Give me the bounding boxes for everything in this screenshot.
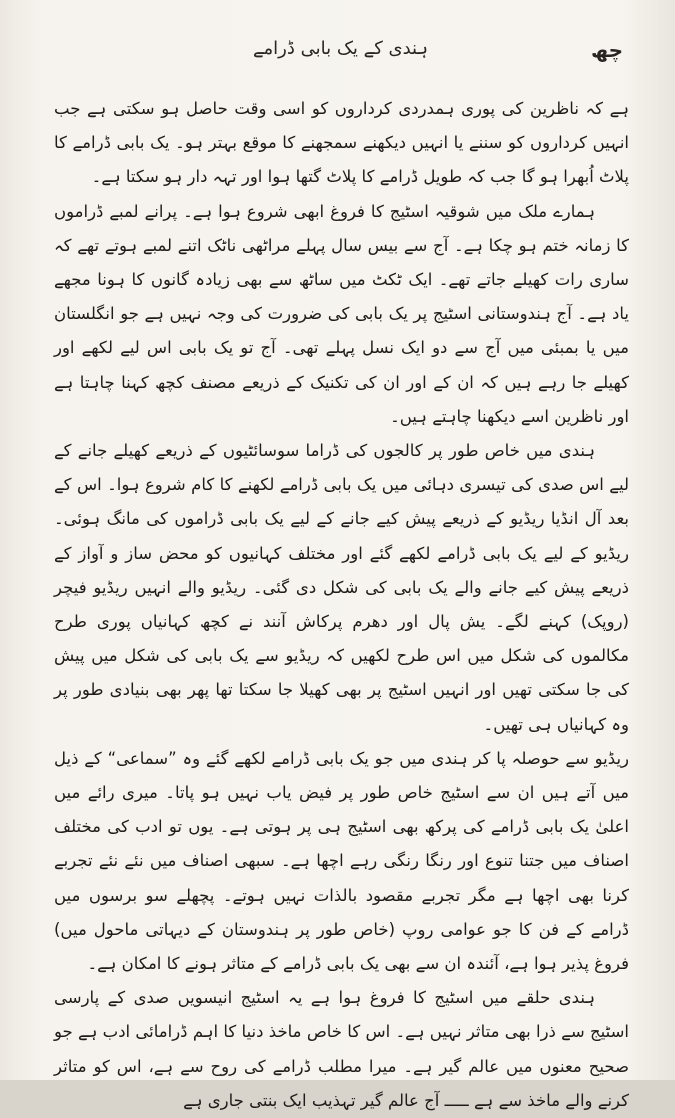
page-header bbox=[58, 38, 623, 70]
paragraph-4: ریڈیو سے حوصلہ پا کر ہندی میں جو یک بابی ڈرامے لکھے گئے وہ ”سماعی“ کے ذیل میں آتے ہیں ان سے اسٹیج خاص طور پر فیض یاب نہیں ہو پاتا۔ میری رائے میں اعلیٰ یک بابی ڈرامے کی پرکھ بھی اسٹیج ہی پر ہوتی ہے۔ یوں تو ادب کی مختلف اصناف میں جتنا تنوع اور رنگا رنگی رہے اچھا ہے۔ سبھی اصناف میں نئے نئے تجربے کرنا بھی اچھا ہے مگر تجربے مقصود بالذات نہیں ہوتے۔ پچھلے سو برسوں میں ڈرامے کے فن کا جو عوامی روپ (خاص طور پر ہندوستان کے دیہاتی ماحول میں) فروغ پذیر ہوا ہے، آئندہ ان سے بھی یک بابی ڈرامے کے متاثر ہونے کا امکان ہے۔ bbox=[54, 748, 629, 974]
paragraph-1: ہے کہ ناظرین کی پوری ہمدردی کرداروں کو اسی وقت حاصل ہو سکتی ہے جب انہیں کرداروں کو سننے یا انہیں دیکھنے سمجھنے کا موقع بہتر ہو۔ یک بابی ڈرامے کا پلاٹ اُبھرا ہو گا جب کہ طویل ڈرامے کا پلاٹ گتھا ہوا اور تہہ دار ہو سکتا ہے۔ bbox=[54, 99, 629, 187]
running-title: ہندی کے یک بابی ڈرامے bbox=[252, 38, 429, 59]
body-text bbox=[54, 92, 629, 1118]
paragraph-3: ہندی میں خاص طور پر کالجوں کی ڈراما سوسائٹیوں کے ذریعے کھیلے جانے کے لیے اس صدی کی تیسری دہائی میں یک بابی ڈرامے لکھنے کا کام شروع ہوا۔ اس کے بعد آل انڈیا ریڈیو کے ذریعے پیش کیے جانے کے لیے یک بابی ڈراموں کی مانگ ہوئی۔ ریڈیو کے لیے یک بابی ڈرامے لکھے گئے اور مختلف کہانیوں کو محض ساز و آواز کے ذریعے پیش کیے جانے والے یک بابی کی شکل دی گئی۔ ریڈیو والے انہیں ریڈیو فیچر (روپک) کہنے لگے۔ یش پال اور دھرم پرکاش آنند نے کچھ کہانیاں پوری طرح مکالموں کی شکل میں اس طرح لکھیں کہ ریڈیو سے یک بابی کی شکل میں پیش کی جا سکتی تھیں اور انہیں اسٹیج پر بھی کھیلا جا سکتا تھا پھر بھی بنیادی طور پر وہ کہانیاں ہی تھیں۔ bbox=[54, 441, 629, 734]
paragraph-5: ہندی حلقے میں اسٹیج کا فروغ ہوا ہے یہ اسٹیج انیسویں صدی کے پارسی اسٹیج سے ذرا بھی متاثر نہیں ہے۔ اس کا خاص ماخذ دنیا کا اہم ڈرامائی ادب ہے جو صحیح معنوں میں عالم گیر ہے۔ میرا مطلب ڈرامے کی روح سے ہے، اس کو متاثر کرنے والے ماخذ سے ہے ـــــ آج عالم گیر تہذیب ایک بنتی جاری ہے bbox=[54, 988, 629, 1110]
page-number: چھ bbox=[590, 38, 623, 62]
paragraph-2: ہمارے ملک میں شوقیہ اسٹیج کا فروغ ابھی شروع ہوا ہے۔ پرانے لمبے ڈراموں کا زمانہ ختم ہو چکا ہے۔ آج سے بیس سال پہلے مراٹھی ناٹک اتنے لمبے ہوتے تھے کہ ساری رات کھیلے جاتے تھے۔ ایک ٹکٹ میں ساٹھ سے بھی زیادہ گانوں کا ہونا مجھے یاد ہے۔ آج ہندوستانی اسٹیج پر یک بابی کی ضرورت کی وجہ نہیں ہے جو انگلستان میں یا بمبئی میں آج سے دو ایک نسل پہلے تھی۔ آج تو یک بابی اس لیے لکھے اور کھیلے جا رہے ہیں کہ ان کے اور ان کی تکنیک کے ذریعے مصنف کچھ کہنا چاہتا ہے اور ناظرین اسے دیکھنا چاہتے ہیں۔ bbox=[54, 201, 629, 426]
